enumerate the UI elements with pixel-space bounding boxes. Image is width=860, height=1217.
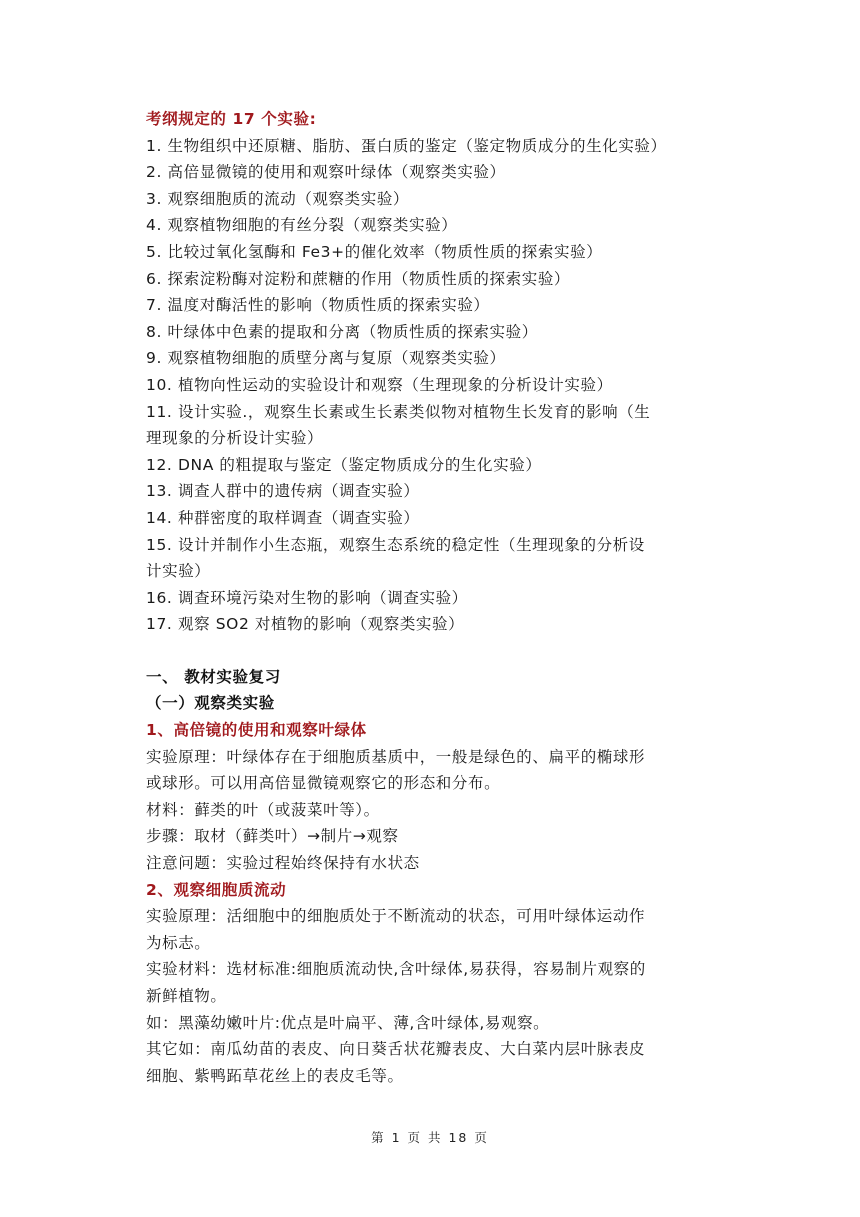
page-content xyxy=(146,106,726,1089)
experiment-1-steps: 步骤：取材（藓类叶）→制片→观察 xyxy=(146,827,399,846)
experiment-1-notes: 注意问题：实验过程始终保持有水状态 xyxy=(146,854,420,873)
experiment-1-materials: 材料：藓类的叶（或菠菜叶等）。 xyxy=(146,800,380,819)
experiment-2-principle: 实验原理：活细胞中的细胞质处于不断流动的状态，可用叶绿体运动作 xyxy=(146,907,646,926)
list-item: 10. 植物向性运动的实验设计和观察（生理现象的分析设计实验） xyxy=(146,375,613,394)
list-item-continuation: 理现象的分析设计实验） xyxy=(146,429,324,448)
list-item-continuation: 计实验） xyxy=(146,562,211,581)
list-item: 15. 设计并制作小生态瓶，观察生态系统的稳定性（生理现象的分析设 xyxy=(146,535,645,554)
experiment-2-materials-cont: 新鲜植物。 xyxy=(146,987,227,1005)
section-heading: 一、 教材实验复习 xyxy=(146,667,281,686)
list-item: 14. 种群密度的取样调查（调查实验） xyxy=(146,508,420,527)
experiment-1-title: 1、高倍镜的使用和观察叶绿体 xyxy=(146,721,367,740)
list-item: 6. 探索淀粉酶对淀粉和蔗糖的作用（物质性质的探索实验） xyxy=(146,269,571,288)
experiment-2-others-cont: 细胞、紫鸭跖草花丝上的表皮毛等。 xyxy=(146,1066,404,1085)
list-item: 3. 观察细胞质的流动（观察类实验） xyxy=(146,189,410,208)
list-item: 17. 观察 SO2 对植物的影响（观察类实验） xyxy=(146,615,465,634)
experiment-2-title: 2、观察细胞质流动 xyxy=(146,880,287,899)
experiment-1-principle-cont: 或球形。可以用高倍显微镜观察它的形态和分布。 xyxy=(146,774,501,793)
list-item: 2. 高倍显微镜的使用和观察叶绿体（观察类实验） xyxy=(146,163,506,182)
experiment-2-others: 其它如：南瓜幼苗的表皮、向日葵舌状花瓣表皮、大白菜内层叶脉表皮 xyxy=(146,1040,646,1059)
experiment-1-principle: 实验原理：叶绿体存在于细胞质基质中，一般是绿色的、扁平的椭球形 xyxy=(146,747,646,766)
list-item: 13. 调查人群中的遗传病（调查实验） xyxy=(146,482,420,501)
experiment-2-materials: 实验材料：选材标准:细胞质流动快,含叶绿体,易获得，容易制片观察的 xyxy=(146,960,646,979)
subsection-heading: （一）观察类实验 xyxy=(146,694,275,713)
list-item: 5. 比较过氧化氢酶和 Fe3+的催化效率（物质性质的探索实验） xyxy=(146,242,603,261)
experiment-2-principle-cont: 为标志。 xyxy=(146,933,211,952)
list-item: 12. DNA 的粗提取与鉴定（鉴定物质成分的生化实验） xyxy=(146,455,542,474)
list-item: 7. 温度对酶活性的影响（物质性质的探索实验） xyxy=(146,296,490,315)
list-item: 4. 观察植物细胞的有丝分裂（观察类实验） xyxy=(146,216,458,235)
list-item: 11. 设计实验.，观察生长素或生长素类似物对植物生长发育的影响（生 xyxy=(146,402,651,421)
list-item: 16. 调查环境污染对生物的影响（调查实验） xyxy=(146,588,468,607)
page-footer: 第 1 页 共 18 页 xyxy=(371,1130,489,1145)
experiment-2-example: 如：黑藻幼嫩叶片:优点是叶扁平、薄,含叶绿体,易观察。 xyxy=(146,1013,550,1032)
list-item: 9. 观察植物细胞的质壁分离与复原（观察类实验） xyxy=(146,349,506,368)
list-item: 8. 叶绿体中色素的提取和分离（物质性质的探索实验） xyxy=(146,322,538,341)
exam-list-title: 考纲规定的 17 个实验: xyxy=(146,110,317,128)
section-spacer xyxy=(146,638,726,664)
list-item: 1. 生物组织中还原糖、脂肪、蛋白质的鉴定（鉴定物质成分的生化实验） xyxy=(146,136,667,155)
